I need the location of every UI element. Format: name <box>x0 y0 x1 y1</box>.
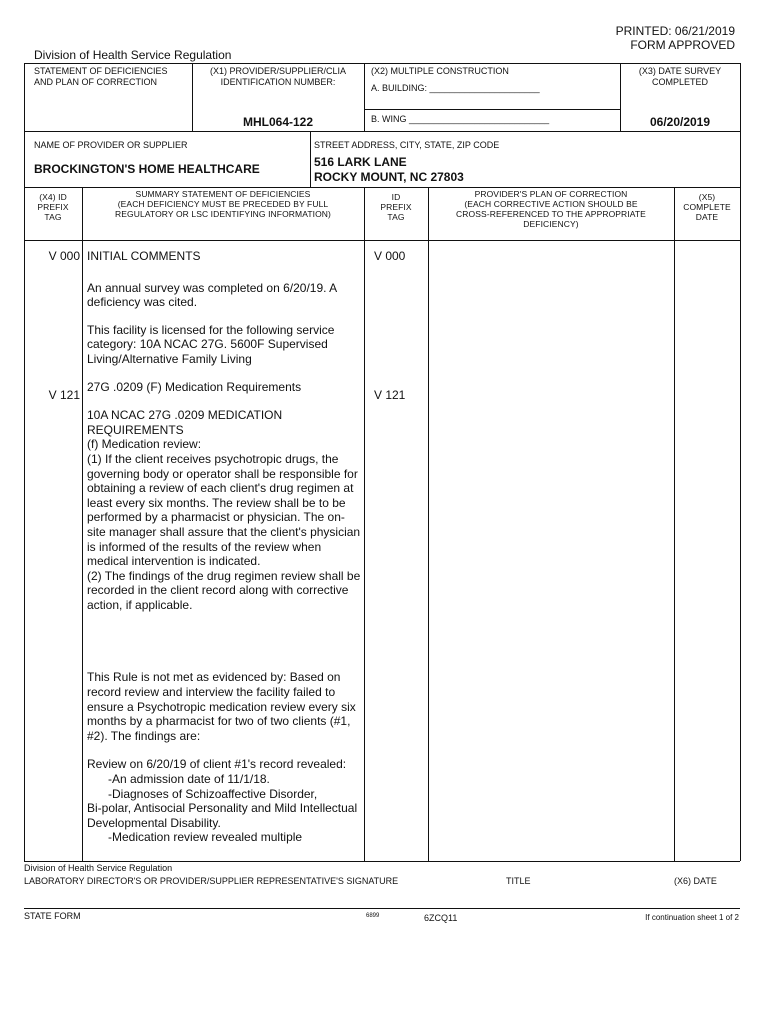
address-line-1: 516 LARK LANE <box>314 155 407 169</box>
survey-paragraph: An annual survey was completed on 6/20/19. A deficiency was cited. <box>87 280 337 310</box>
statement-label: STATEMENT OF DEFICIENCIES AND PLAN OF CORRECTION <box>34 66 168 87</box>
deficiency-text <box>87 249 362 845</box>
client-review: Review on 6/20/19 of client #1's record revealed: -An admission date of 11/1/18. -Diagnoses of Schizoaffective Disorder, Bi-polar, Antisocial Personality and Mild Intellectual Developmental Disability. -Medication review revealed multiple <box>87 757 358 845</box>
x1-label: (X1) PROVIDER/SUPPLIER/CLIA IDENTIFICATION NUMBER: <box>209 66 347 87</box>
survey-date: 06/20/2019 <box>649 115 711 129</box>
x4-header: (X4) ID PREFIX TAG <box>37 192 69 222</box>
title-label: TITLE <box>506 876 531 886</box>
state-form: STATE FORM <box>24 911 81 921</box>
initial-comments-title: INITIAL COMMENTS <box>87 249 201 263</box>
event-id: 6ZCQ11 <box>424 913 458 923</box>
x2-label: (X2) MULTIPLE CONSTRUCTION <box>371 66 509 76</box>
wing-field: B. WING ____________________________ <box>371 114 550 124</box>
finding-paragraph: This Rule is not met as evidenced by: Based on record review and interview the facility failed to ensure a Psychotropic medication review every six months by a pharmacist for two of two clients (#1, #2). The findings are: <box>87 670 356 743</box>
building-field: A. BUILDING: ______________________ <box>371 83 540 93</box>
x6-date-label: (X6) DATE <box>674 876 717 886</box>
signature-label: LABORATORY DIRECTOR'S OR PROVIDER/SUPPLIER REPRESENTATIVE'S SIGNATURE <box>24 876 399 886</box>
form-number: 6899 <box>366 913 380 919</box>
address-line-2: ROCKY MOUNT, NC 27803 <box>314 170 464 184</box>
id-prefix-header: ID PREFIX TAG <box>380 192 412 222</box>
tag-v121-right: V 121 <box>374 388 406 402</box>
provider-id-number: MHL064-122 <box>242 115 314 129</box>
x3-label: (X3) DATE SURVEY COMPLETED <box>638 66 722 87</box>
tag-v000-right: V 000 <box>374 249 406 263</box>
x5-header: (X5) COMPLETE DATE <box>683 192 731 222</box>
tag-v121: V 121 <box>48 388 80 402</box>
footer-agency: Division of Health Service Regulation <box>24 863 173 873</box>
plan-header: PROVIDER'S PLAN OF CORRECTION (EACH CORRECTIVE ACTION SHOULD BE CROSS-REFERENCED TO THE APPROPRIATE DEFICIENCY) <box>456 189 646 229</box>
address-label: STREET ADDRESS, CITY, STATE, ZIP CODE <box>314 140 500 150</box>
rule-text: 10A NCAC 27G .0209 MEDICATION REQUIREMENTS (f) Medication review: (1) If the client receives psychotropic drugs, the governing body or operator shall be responsible for obtaining a review of each client's drug regimen at least every six months. The review shall be to be performed by a pharmacist or physician. The on-site manager shall assure that the client's physician is informed of the results of the review when medical intervention is indicated. (2) The findings of the drug regimen review shall be recorded in the client record along with corrective action, if applicable. <box>87 408 361 612</box>
provider-name-label: NAME OF PROVIDER OR SUPPLIER <box>34 140 188 150</box>
tag-v000: V 000 <box>48 249 80 263</box>
summary-header: SUMMARY STATEMENT OF DEFICIENCIES (EACH DEFICIENCY MUST BE PRECEDED BY FULL REGULATORY OR LSC IDENTIFYING INFORMATION) <box>115 189 331 219</box>
license-paragraph: This facility is licensed for the following service category: 10A NCAC 27G. 5600F Supervised Living/Alternative Family Living <box>87 322 335 366</box>
provider-name: BROCKINGTON'S HOME HEALTHCARE <box>34 162 260 176</box>
agency-name: Division of Health Service Regulation <box>34 48 232 62</box>
printed-date: PRINTED: 06/21/2019 <box>615 24 735 38</box>
continuation-note: If continuation sheet 1 of 2 <box>645 913 739 922</box>
form-approved: FORM APPROVED <box>630 38 735 52</box>
v121-title: 27G .0209 (F) Medication Requirements <box>87 379 302 394</box>
